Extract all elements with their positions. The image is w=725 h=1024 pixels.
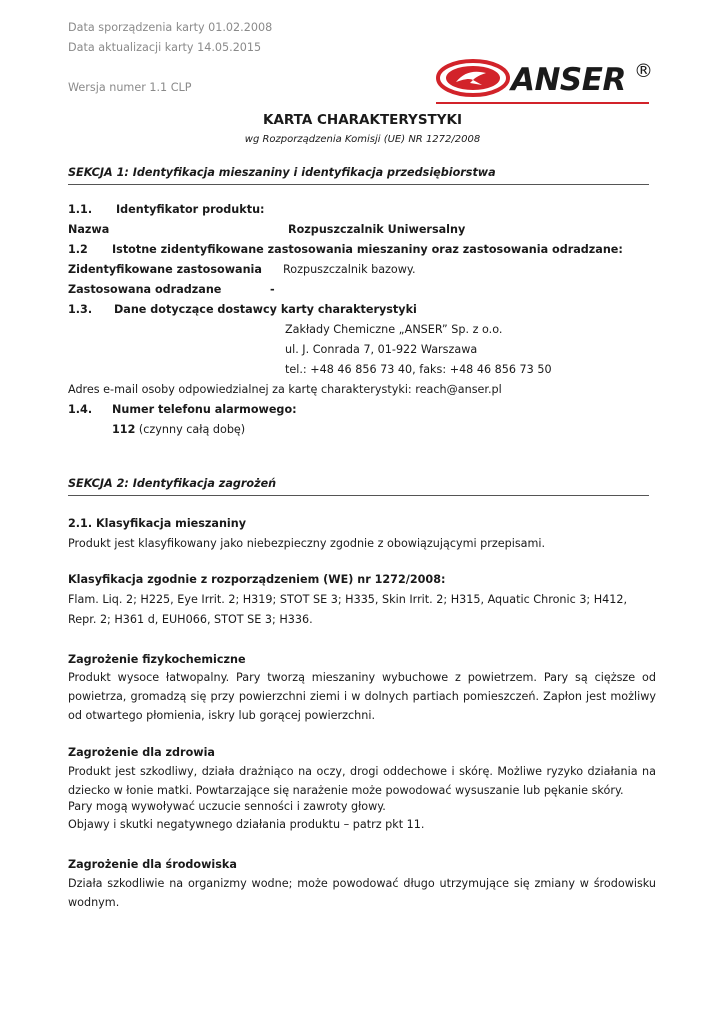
section-2-1-label: 2.1. Klasyfikacja mieszaniny [68,517,247,530]
environment-hazard-label: Zagrożenie dla środowiska [68,858,237,871]
physchem-hazard-label: Zagrożenie fizykochemiczne [68,653,246,666]
creation-date: Data sporządzenia karty 01.02.2008 [68,21,273,34]
header-divider [436,102,649,104]
section-1-2-number: 1.2 [68,243,88,256]
classification-line-2: Repr. 2; H361 d, EUH066, STOT SE 3; H336. [68,613,313,626]
environment-hazard-text: Działa szkodliwie na organizmy wodne; może powodować długo utrzymujące się zmiany w środowisku wodnym. [68,877,656,909]
advised-against-label: Zastosowana odradzane [68,283,222,296]
responsible-email-line: Adres e-mail osoby odpowiedzialnej za kartę charakterystyki: reach@anser.pl [68,383,502,396]
section-1-4-label: Numer telefonu alarmowego: [112,403,297,416]
identified-uses-label: Zidentyfikowane zastosowania [68,263,262,276]
supplier-phone: tel.: +48 46 856 73 40, faks: +48 46 856 73 50 [285,363,552,376]
section-1-3-number: 1.3. [68,303,93,316]
health-hazard-label: Zagrożenie dla zdrowia [68,746,215,759]
classification-line-1: Flam. Liq. 2; H225, Eye Irrit. 2; H319; STOT SE 3; H335, Skin Irrit. 2; H315, Aquatic Chronic 3; H412, [68,593,628,606]
logo-wordmark: ANSER [511,62,626,98]
anser-logo [436,58,658,100]
supplier-name: Zakłady Chemiczne „ANSER” Sp. z o.o. [285,323,503,336]
section-1-2-label: Istotne zidentyfikowane zastosowania mieszaniny oraz zastosowania odradzane: [112,243,623,256]
document-title: KARTA CHARAKTERYSTYKI [262,112,463,128]
section-1-1-number: 1.1. [68,203,93,216]
identified-uses-value: Rozpuszczalnik bazowy. [283,263,416,276]
section-1-heading: SEKCJA 1: Identyfikacja mieszaniny i identyfikacja przedsiębiorstwa [68,166,496,179]
emergency-number: 112 [112,423,136,436]
section-2-1-text: Produkt jest klasyfikowany jako niebezpieczny zgodnie z obowiązującymi przepisami. [68,537,546,550]
product-name-label: Nazwa [68,223,110,236]
health-hazard-text-2: Pary mogą wywoływać uczucie senności i zawroty głowy. [68,800,386,813]
emergency-note: (czynny całą dobę) [135,423,246,436]
registered-mark: ® [634,60,653,82]
supplier-address: ul. J. Conrada 7, 01-922 Warszawa [285,343,478,356]
section-1-4-number: 1.4. [68,403,93,416]
advised-against-value: - [270,283,275,296]
emergency-phone [112,423,245,436]
product-name-value: Rozpuszczalnik Uniwersalny [288,223,466,236]
version-number: Wersja numer 1.1 CLP [68,81,192,94]
section-2-heading: SEKCJA 2: Identyfikacja zagrożeń [68,477,277,490]
physchem-hazard-text: Produkt wysoce łatwopalny. Pary tworzą mieszaniny wybuchowe z powietrzem. Pary są cięższe od powietrza, gromadzą się przy powierzchni ziemi i w dolnych partiach pomieszczeń. Zapłon jest możliwy od otwartego płomienia, iskry lub gorącej powierzchni. [68,671,656,722]
section-1-rule [68,184,649,185]
bird-emblem-icon [436,58,510,98]
health-hazard-text-3: Objawy i skutki negatywnego działania produktu – patrz pkt 11. [68,818,425,831]
classification-label: Klasyfikacja zgodnie z rozporządzeniem (WE) nr 1272/2008: [68,573,446,586]
section-1-3-label: Dane dotyczące dostawcy karty charakterystyki [114,303,417,316]
section-1-1-label: Identyfikator produktu: [116,203,265,216]
update-date: Data aktualizacji karty 14.05.2015 [68,41,262,54]
health-hazard-text: Produkt jest szkodliwy, działa drażniąco na oczy, drogi oddechowe i skórę. Możliwe ryzyko działania na dziecko w łonie matki. Powtarzające się narażenie może powodować wysuszanie lub pękanie skóry. [68,765,656,797]
document-subtitle: wg Rozporządzenia Komisji (UE) NR 1272/2008 [244,134,481,145]
section-2-rule [68,495,649,496]
